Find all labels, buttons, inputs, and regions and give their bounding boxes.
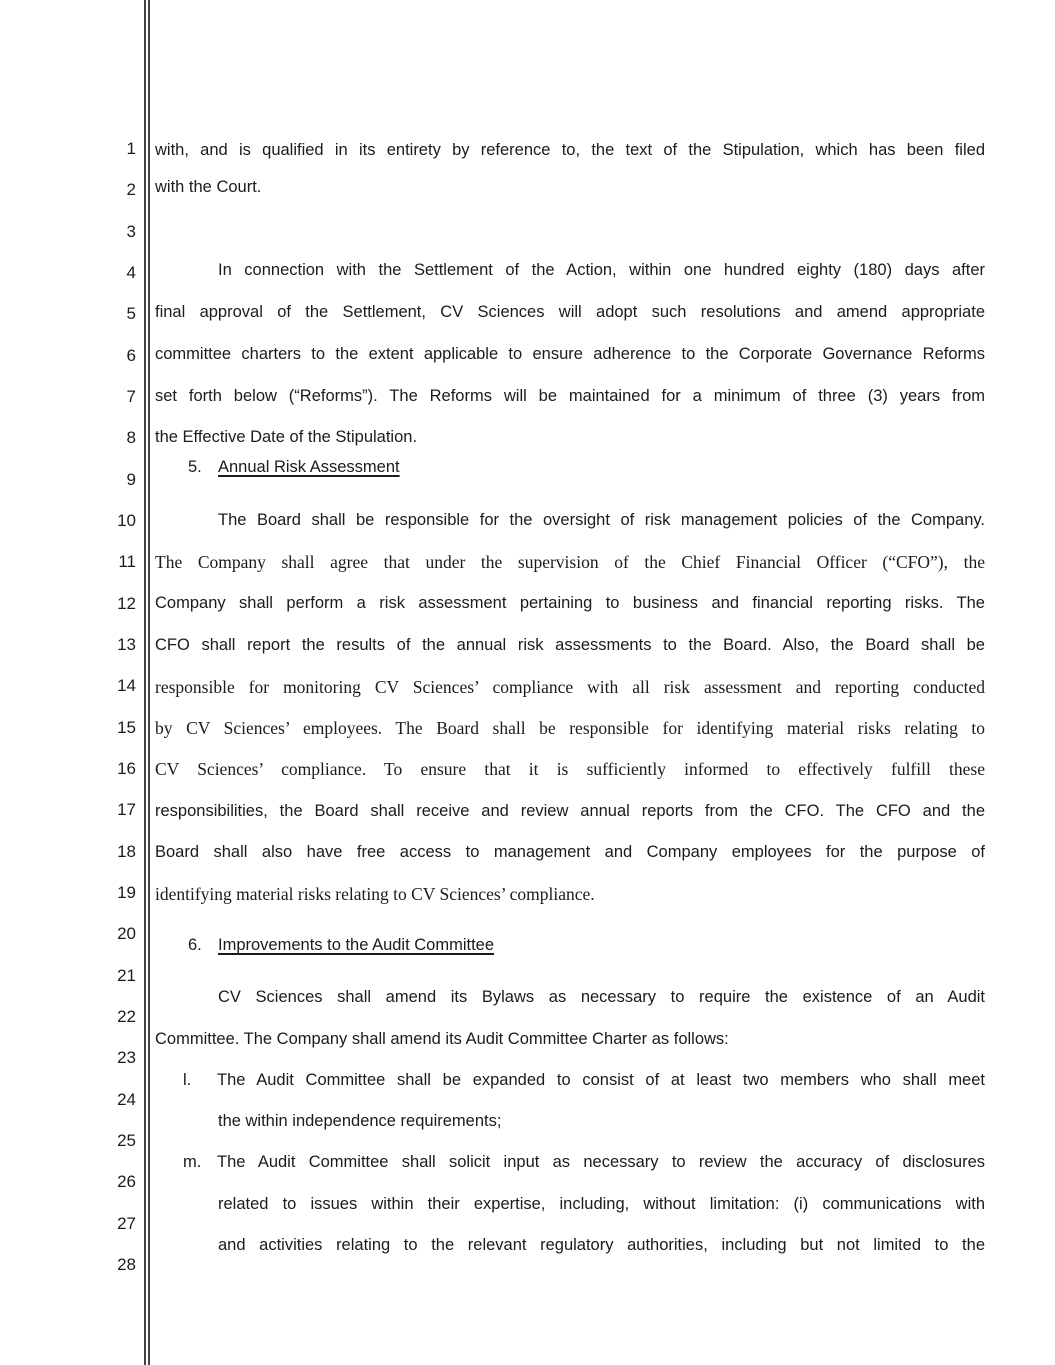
line-number-1: 1 xyxy=(126,139,136,158)
list-item-marker: m. xyxy=(183,1153,202,1171)
section-number: 6. xyxy=(188,936,202,954)
line-number-25: 25 xyxy=(117,1131,136,1150)
body-line: committee charters to the extent applicable to ensure adherence to the Corporate Governance Reforms xyxy=(155,345,985,363)
section-number: 5. xyxy=(188,458,202,476)
list-item-m xyxy=(183,1151,985,1173)
line-number-8: 8 xyxy=(126,428,136,447)
list-item-l xyxy=(183,1069,985,1091)
body-line: The Board shall be responsible for the oversight of risk management policies of the Company. xyxy=(218,511,985,529)
list-item-marker: l. xyxy=(183,1071,192,1089)
line-number-23: 23 xyxy=(117,1048,136,1067)
line-number-26: 26 xyxy=(117,1172,136,1191)
body-line: In connection with the Settlement of the Action, within one hundred eighty (180) days after xyxy=(218,261,985,279)
body-line: CV Sciences’ compliance. To ensure that it is sufficiently informed to effectively fulfill these xyxy=(155,759,985,779)
body-line: CFO shall report the results of the annual risk assessments to the Board. Also, the Board shall be xyxy=(155,636,985,654)
line-number-7: 7 xyxy=(126,387,136,406)
body-line: set forth below (“Reforms”). The Reforms will be maintained for a minimum of three (3) years from xyxy=(155,387,985,405)
body-line: Board shall also have free access to management and Company employees for the purpose of xyxy=(155,843,985,861)
line-number-24: 24 xyxy=(117,1090,136,1109)
body-line: with the Court. xyxy=(155,178,262,196)
body-line: by CV Sciences’ employees. The Board shall be responsible for identifying material risks relating to xyxy=(155,718,985,738)
line-number-21: 21 xyxy=(117,966,136,985)
body-line: CV Sciences shall amend its Bylaws as necessary to require the existence of an Audit xyxy=(218,988,985,1006)
line-number-4: 4 xyxy=(126,263,136,282)
line-number-11: 11 xyxy=(118,552,136,571)
list-item-text: The Audit Committee shall solicit input as necessary to review the accuracy of disclosures xyxy=(217,1153,985,1171)
line-number-22: 22 xyxy=(117,1007,136,1026)
body-line: Company shall perform a risk assessment pertaining to business and financial reporting risks. The xyxy=(155,594,985,612)
line-number-14: 14 xyxy=(117,676,136,695)
line-number-5: 5 xyxy=(126,304,136,323)
body-line: responsible for monitoring CV Sciences’ compliance with all risk assessment and reporting conducted xyxy=(155,677,985,697)
section-heading-label: Annual Risk Assessment xyxy=(218,458,400,476)
line-number-17: 17 xyxy=(117,800,136,819)
line-number-18: 18 xyxy=(117,842,136,861)
line-number-3: 3 xyxy=(126,222,136,241)
line-number-15: 15 xyxy=(117,718,136,737)
body-line: responsibilities, the Board shall receive and review annual reports from the CFO. The CFO and the xyxy=(155,802,985,820)
body-line: final approval of the Settlement, CV Sciences will adopt such resolutions and amend appropriate xyxy=(155,303,985,321)
list-item-m-cont: related to issues within their expertise, including, without limitation: (i) communications with xyxy=(218,1195,985,1213)
line-number-19: 19 xyxy=(117,883,136,902)
list-item-text: The Audit Committee shall be expanded to consist of at least two members who shall meet xyxy=(217,1071,985,1089)
section-heading-label: Improvements to the Audit Committee xyxy=(218,936,495,954)
line-number-12: 12 xyxy=(117,594,136,613)
line-number-27: 27 xyxy=(117,1214,136,1233)
line-number-20: 20 xyxy=(117,924,136,943)
line-number-16: 16 xyxy=(117,759,136,778)
line-number-13: 13 xyxy=(117,635,136,654)
body-line: The Company shall agree that under the supervision of the Chief Financial Officer (“CFO”), the xyxy=(155,552,985,572)
section-heading-5 xyxy=(188,456,985,478)
body-line: the Effective Date of the Stipulation. xyxy=(155,428,418,446)
line-number-9: 9 xyxy=(126,470,136,489)
line-number-10: 10 xyxy=(117,511,136,530)
pleading-double-rule xyxy=(144,0,150,1365)
body-line: with, and is qualified in its entirety by reference to, the text of the Stipulation, which has been filed xyxy=(155,141,985,159)
line-number-28: 28 xyxy=(117,1255,136,1274)
body-line: identifying material risks relating to CV Sciences’ compliance. xyxy=(155,884,595,904)
line-number-2: 2 xyxy=(126,180,136,199)
body-line: Committee. The Company shall amend its Audit Committee Charter as follows: xyxy=(155,1030,729,1048)
list-item-m-cont: and activities relating to the relevant regulatory authorities, including but not limited to the xyxy=(218,1236,985,1254)
line-number-6: 6 xyxy=(126,346,136,365)
list-item-l-cont: the within independence requirements; xyxy=(218,1112,502,1130)
section-heading-6 xyxy=(188,934,985,956)
